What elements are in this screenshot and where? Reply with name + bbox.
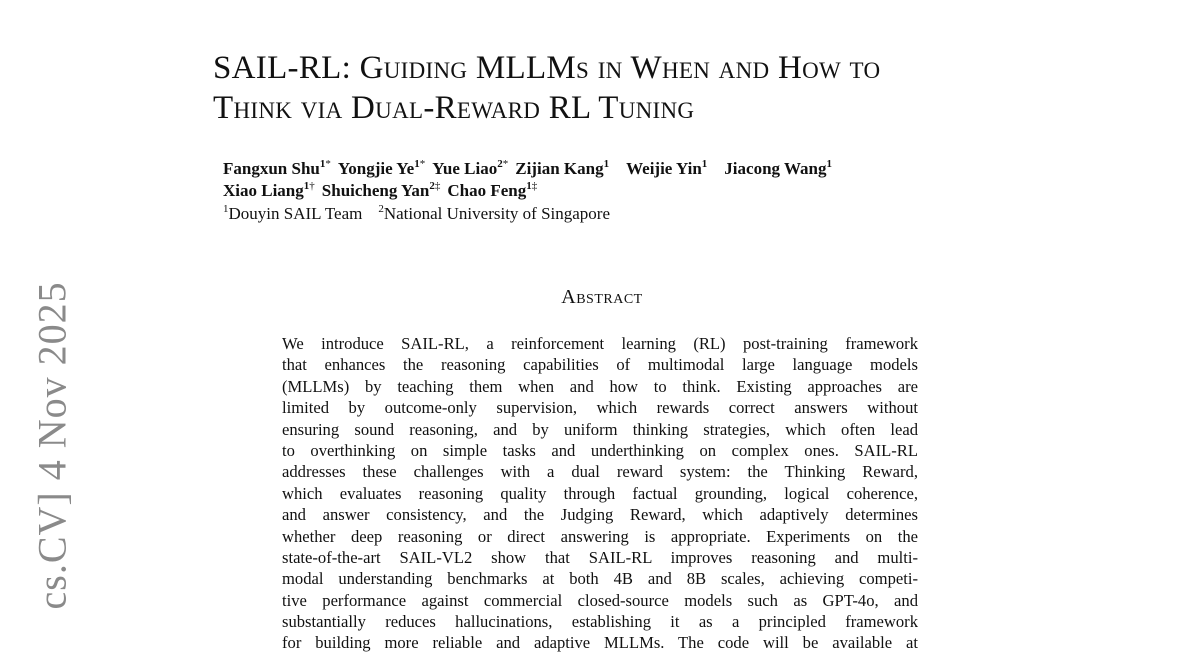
abstract-line: We introduce SAIL-RL, a reinforcement learning (RL) post-training framework [282, 334, 918, 353]
abstract-line: state-of-the-art SAIL-VL2 show that SAIL-RL improves reasoning and multi- [282, 547, 918, 567]
author-name-text: Shuicheng Yan [321, 181, 430, 200]
affiliation: $^2$National University of Singapore [378, 203, 611, 223]
abstract-line: (MLLMs) by teaching them when and how to think. Existing approaches are [282, 376, 918, 396]
abstract-line: which evaluates reasoning quality through factual grounding, logical coherence, [282, 483, 918, 503]
author-name-text: Yongjie Ye [337, 159, 415, 178]
author-name [223, 159, 331, 178]
abstract-line: and answer consistency, and the Judging Reward, which adaptively determines [282, 505, 918, 525]
author-name-text: Fangxun Shu [223, 159, 320, 178]
author-affiliation-mark: 1 [826, 158, 832, 170]
abstract-line: addresses these challenges with a dual reward system: the Thinking Reward, [282, 462, 918, 482]
abstract-body [282, 333, 918, 654]
author-name-text: Zijian Kang [515, 159, 604, 178]
abstract-line: for building more reliable and adaptive MLLMs. The code will be available at [282, 633, 918, 653]
author-row-2 [223, 180, 983, 202]
title-line: SAIL-RL: Guiding MLLMs in When and How to [213, 50, 881, 86]
author-name [338, 159, 425, 178]
title-line: Think via Dual-Reward RL Tuning [213, 90, 695, 126]
abstract-line: modal understanding benchmarks at both 4B and 8B scales, achieving competi- [282, 569, 918, 589]
author-name [626, 159, 707, 178]
abstract-line: limited by outcome-only supervision, which rewards correct answers without [282, 398, 918, 418]
author-block [223, 158, 983, 225]
author-affiliation-mark: 1† [303, 180, 315, 192]
paper-title [213, 48, 1113, 128]
author-affiliation-mark: 1‡ [526, 180, 538, 192]
author-name [432, 159, 508, 178]
author-name [223, 181, 315, 200]
author-name [322, 181, 441, 200]
abstract-line: ensuring sound reasoning, and by uniform thinking strategies, which often lead [282, 419, 918, 439]
author-affiliation-mark: 2* [497, 158, 509, 170]
author-name-text: Xiao Liang [223, 181, 304, 200]
author-name [515, 159, 609, 178]
affiliation: $^1$Douyin SAIL Team [223, 203, 363, 223]
author-affiliation-mark: 1 [603, 158, 610, 170]
author-affiliation-mark: 1* [319, 158, 331, 170]
abstract-line: substantially reduces hallucinations, establishing it as a principled framework [282, 612, 918, 632]
arxiv-side-stamp: cs.CV] 4 Nov 2025 [29, 281, 75, 610]
author-name [724, 159, 832, 178]
abstract-line: tive performance against commercial closed-source models such as GPT-4o, and [282, 590, 918, 610]
abstract-line: whether deep reasoning or direct answering is appropriate. Experiments on the [282, 526, 918, 546]
author-name [447, 181, 537, 200]
author-name-text: Weijie Yin [626, 159, 702, 178]
author-row-1 [223, 158, 983, 180]
author-affiliation-mark: 1* [414, 158, 426, 170]
author-affiliation-mark: 1 [701, 158, 708, 170]
author-name-text: Chao Feng [447, 181, 527, 200]
author-name-text: Yue Liao [432, 159, 498, 178]
abstract-line: that enhances the reasoning capabilities of multimodal large language models [282, 355, 918, 375]
author-name-text: Jiacong Wang [724, 159, 827, 178]
author-affiliation-mark: 2‡ [429, 180, 441, 192]
abstract-heading: Abstract [561, 286, 643, 308]
affiliations [223, 203, 983, 225]
abstract-line: to overthinking on simple tasks and underthinking on complex ones. SAIL-RL [282, 440, 918, 460]
